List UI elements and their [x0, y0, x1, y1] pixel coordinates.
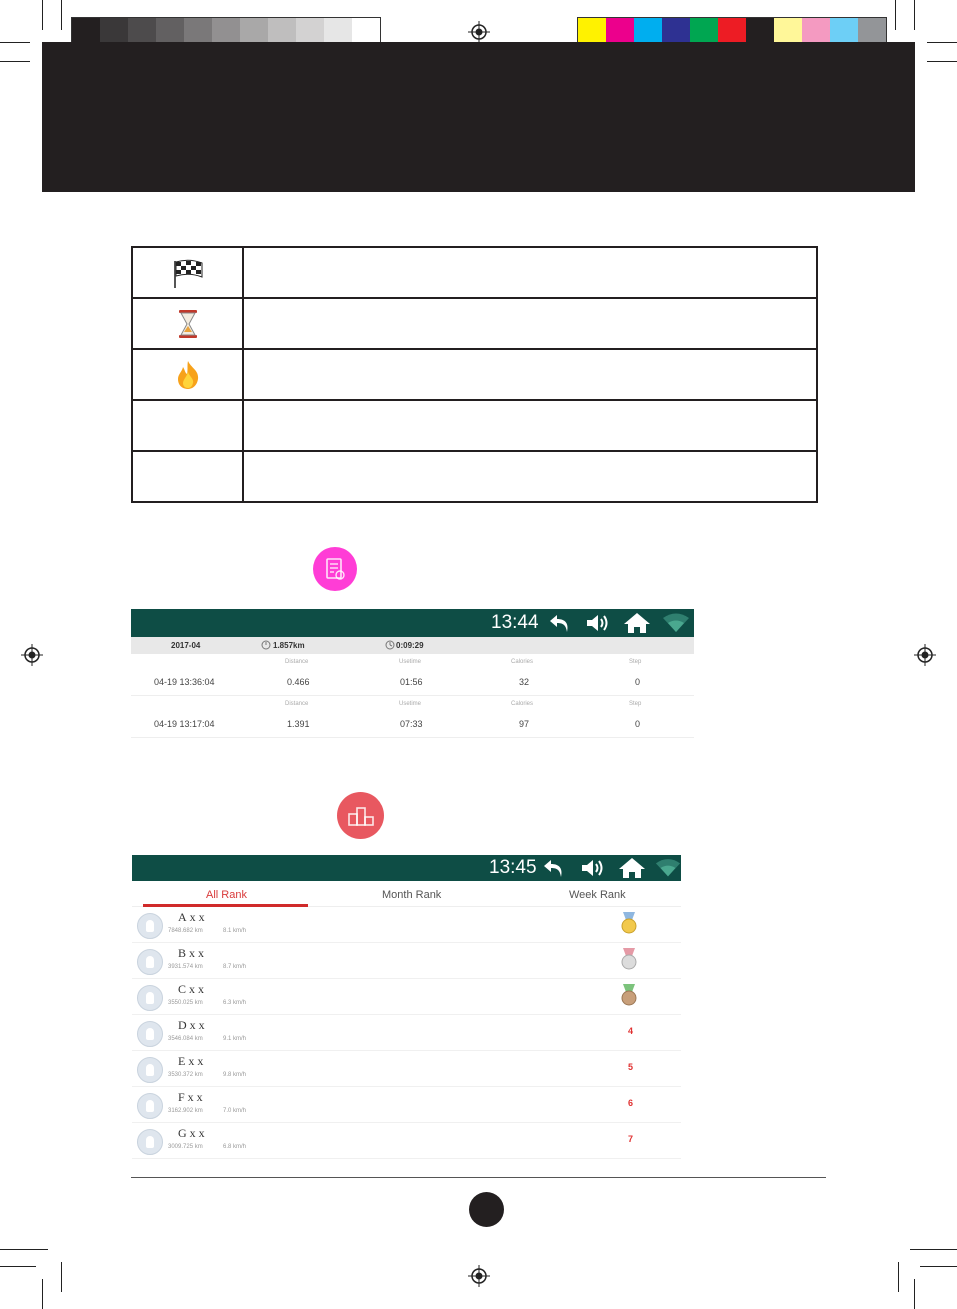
- page-number-badge: [469, 1192, 504, 1227]
- color-swatch: [184, 18, 212, 45]
- usetime-label: Usetime: [399, 701, 422, 707]
- avatar: [137, 1057, 163, 1083]
- home-icon[interactable]: [623, 612, 651, 634]
- rank-list-item[interactable]: [132, 1123, 681, 1159]
- wifi-icon: [655, 857, 681, 879]
- volume-icon[interactable]: [584, 612, 612, 634]
- user-distance: 3931.574 km: [168, 964, 203, 970]
- avatar: [137, 985, 163, 1011]
- history-screen: [131, 609, 694, 740]
- user-distance: 7848.682 km: [168, 928, 203, 934]
- crop-mark: [42, 1279, 43, 1309]
- color-swatch: [802, 18, 830, 45]
- user-speed: 8.1 km/h: [223, 928, 247, 934]
- user-speed: 6.8 km/h: [223, 1144, 247, 1150]
- header-banner: [42, 42, 915, 192]
- rank-list-item[interactable]: [132, 943, 681, 979]
- summary-month: 2017-04: [171, 641, 201, 650]
- history-list-icon: [323, 557, 347, 581]
- color-swatch: [352, 18, 380, 45]
- record-usetime: 01:56: [400, 677, 423, 687]
- rank-list-item[interactable]: [132, 979, 681, 1015]
- record-calories: 97: [519, 719, 530, 729]
- crop-mark: [0, 1249, 48, 1250]
- rank-list-item[interactable]: [132, 1051, 681, 1087]
- flame-icon: [174, 360, 202, 390]
- history-summary-bar: [131, 637, 694, 654]
- user-speed: 9.1 km/h: [223, 1036, 247, 1042]
- crop-mark: [910, 1249, 957, 1250]
- record-distance: 0.466: [287, 677, 310, 687]
- crop-mark: [0, 42, 30, 43]
- user-name: Exx: [178, 1054, 207, 1068]
- silver-medal-icon: [620, 947, 638, 971]
- description-cell: [243, 247, 817, 298]
- crop-mark: [0, 1266, 36, 1267]
- crop-mark: [914, 0, 915, 30]
- color-swatch: [128, 18, 156, 45]
- color-swatch: [324, 18, 352, 45]
- user-speed: 6.3 km/h: [223, 1000, 247, 1006]
- color-swatch: [718, 18, 746, 45]
- table-row: [132, 451, 817, 502]
- summary-distance: 1.857km: [273, 641, 305, 650]
- color-swatch: [296, 18, 324, 45]
- description-cell: [243, 400, 817, 451]
- color-swatch: [268, 18, 296, 45]
- rank-number: 7: [628, 1134, 634, 1144]
- crop-mark: [61, 0, 62, 30]
- rank-button[interactable]: [337, 792, 384, 839]
- registration-mark-icon: [468, 21, 490, 43]
- history-record-row[interactable]: [131, 654, 694, 696]
- rank-list-item[interactable]: [132, 1015, 681, 1051]
- color-swatch: [240, 18, 268, 45]
- color-swatch: [156, 18, 184, 45]
- distance-label: Distance: [285, 701, 309, 707]
- user-distance: 3162.902 km: [168, 1108, 203, 1114]
- user-distance: 3550.025 km: [168, 1000, 203, 1006]
- gold-medal-icon: [620, 911, 638, 935]
- table-row: [132, 349, 817, 400]
- history-button[interactable]: [313, 547, 357, 591]
- avatar: [137, 1129, 163, 1155]
- color-swatch: [830, 18, 858, 45]
- crop-mark: [914, 1279, 915, 1309]
- rank-number: 5: [628, 1062, 634, 1072]
- back-icon[interactable]: [548, 612, 572, 634]
- user-name: Dxx: [178, 1018, 208, 1032]
- summary-duration: 0:09:29: [396, 641, 424, 650]
- color-swatch: [100, 18, 128, 45]
- home-icon[interactable]: [618, 857, 646, 879]
- crop-mark: [898, 1262, 899, 1292]
- registration-mark-icon: [468, 1265, 490, 1287]
- user-name: Fxx: [178, 1090, 206, 1104]
- history-record-row[interactable]: [131, 696, 694, 738]
- icon-cell: [132, 400, 243, 451]
- crop-mark: [0, 61, 30, 62]
- registration-mark-icon: [914, 644, 936, 666]
- record-usetime: 07:33: [400, 719, 423, 729]
- description-cell: [243, 451, 817, 502]
- user-distance: 3546.084 km: [168, 1036, 203, 1042]
- crop-mark: [42, 0, 43, 30]
- color-swatch: [72, 18, 100, 45]
- user-distance: 3530.372 km: [168, 1072, 203, 1078]
- tab-all-rank[interactable]: All Rank: [206, 889, 247, 901]
- volume-icon[interactable]: [579, 857, 607, 879]
- tab-week-rank[interactable]: Week Rank: [569, 889, 626, 901]
- record-datetime: 04-19 13:36:04: [154, 677, 215, 687]
- color-swatch: [606, 18, 634, 45]
- rank-screen: [132, 855, 681, 1160]
- checkered-flag-icon: [171, 257, 205, 289]
- color-swatch: [746, 18, 774, 45]
- user-name: Bxx: [178, 946, 208, 960]
- footer-rule: [131, 1177, 826, 1178]
- rank-tabs: [132, 881, 681, 907]
- back-icon[interactable]: [542, 857, 566, 879]
- clock-time: 13:44: [491, 612, 539, 633]
- color-swatch: [690, 18, 718, 45]
- record-distance: 1.391: [287, 719, 310, 729]
- record-step: 0: [635, 719, 641, 729]
- clock-icon: [385, 640, 395, 650]
- color-swatch: [634, 18, 662, 45]
- avatar: [137, 1021, 163, 1047]
- rank-number: 6: [628, 1098, 634, 1108]
- record-step: 0: [635, 677, 641, 687]
- icon-cell: [132, 247, 243, 298]
- usetime-label: Usetime: [399, 659, 422, 665]
- record-calories: 32: [519, 677, 530, 687]
- color-swatch: [578, 18, 606, 45]
- tab-month-rank[interactable]: Month Rank: [382, 889, 442, 901]
- distance-label: Distance: [285, 659, 309, 665]
- color-swatch: [212, 18, 240, 45]
- step-label: Step: [629, 659, 642, 665]
- icon-legend-table: [131, 246, 818, 503]
- avatar: [137, 913, 163, 939]
- user-name: Gxx: [178, 1126, 208, 1140]
- record-datetime: 04-19 13:17:04: [154, 719, 215, 729]
- description-cell: [243, 298, 817, 349]
- clock-time: 13:45: [489, 857, 537, 878]
- user-speed: 7.0 km/h: [223, 1108, 247, 1114]
- user-name: Cxx: [178, 982, 208, 996]
- crop-mark: [920, 1266, 957, 1267]
- avatar: [137, 1093, 163, 1119]
- hourglass-icon: [176, 308, 200, 340]
- calories-label: Calories: [511, 701, 534, 707]
- user-distance: 3009.725 km: [168, 1144, 203, 1150]
- app-status-bar: [132, 855, 681, 881]
- rank-list-item[interactable]: [132, 907, 681, 943]
- color-swatch: [858, 18, 886, 45]
- color-swatch: [662, 18, 690, 45]
- crop-mark: [61, 1262, 62, 1292]
- icon-cell: [132, 298, 243, 349]
- crop-mark: [927, 61, 957, 62]
- icon-cell: [132, 451, 243, 502]
- crop-mark: [927, 42, 957, 43]
- avatar: [137, 949, 163, 975]
- color-swatch: [774, 18, 802, 45]
- crop-mark: [895, 0, 896, 30]
- user-speed: 9.8 km/h: [223, 1072, 247, 1078]
- table-row: [132, 298, 817, 349]
- registration-mark-icon: [21, 644, 43, 666]
- step-label: Step: [629, 701, 642, 707]
- user-speed: 8.7 km/h: [223, 964, 247, 970]
- table-row: [132, 400, 817, 451]
- app-status-bar: [131, 609, 694, 637]
- calories-label: Calories: [511, 659, 534, 665]
- distance-icon: [261, 640, 271, 650]
- icon-cell: [132, 349, 243, 400]
- table-row: [132, 247, 817, 298]
- podium-icon: [347, 805, 375, 827]
- bronze-medal-icon: [620, 983, 638, 1007]
- rank-list-item[interactable]: [132, 1087, 681, 1123]
- rank-number: 4: [628, 1026, 634, 1036]
- user-name: Axx: [178, 910, 208, 924]
- wifi-icon: [662, 612, 690, 634]
- description-cell: [243, 349, 817, 400]
